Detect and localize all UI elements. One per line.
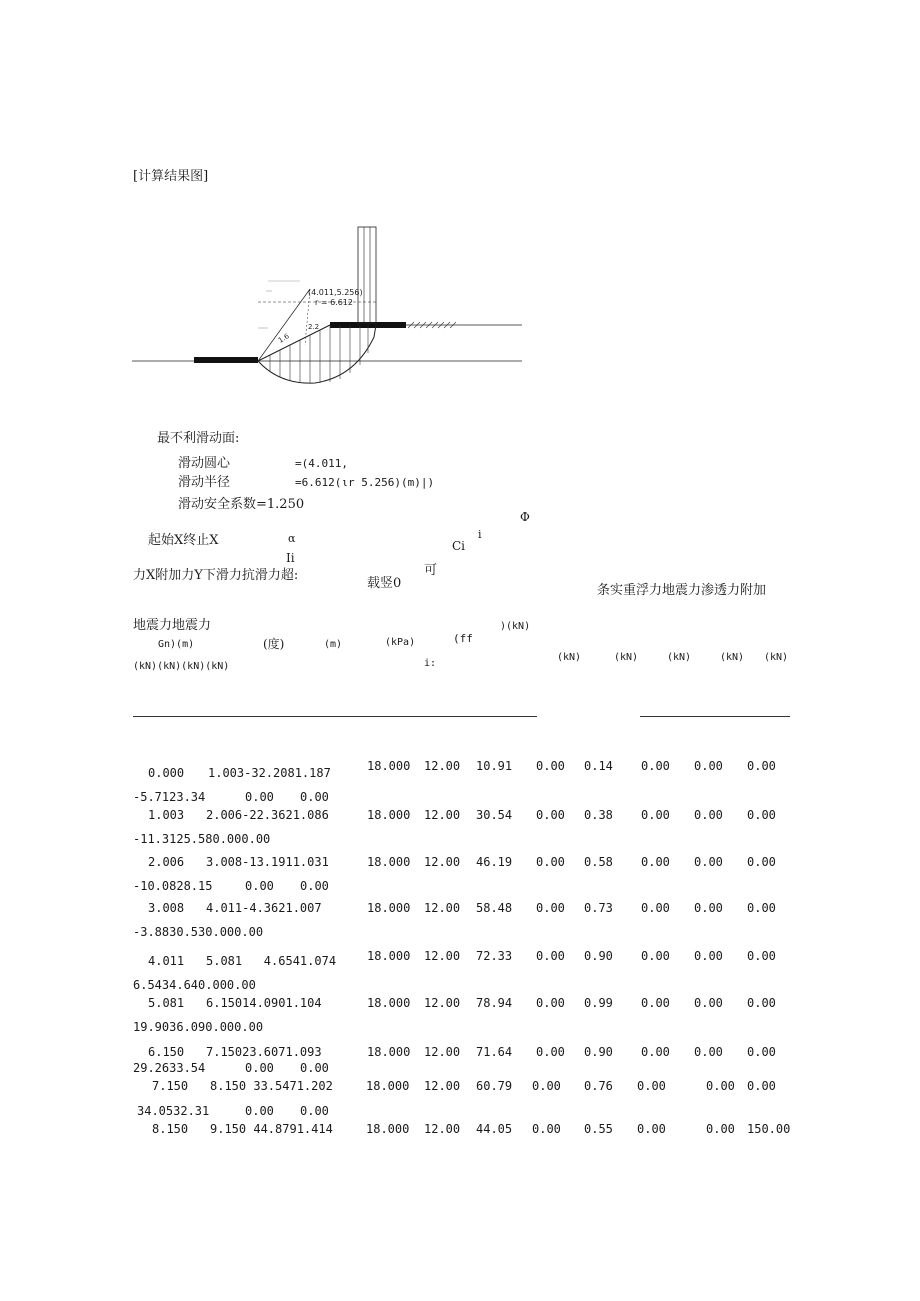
cell-value: 78.94 [476,996,513,1010]
radius-label: 滑动半径 [178,475,231,490]
cell-sliding-forces: -11.3125.580.000.00 [133,832,271,846]
cell-value: 0.73 [584,901,613,915]
cell-end-x-alpha-li: 7.15023.6071.093 [206,1045,322,1059]
cell-value: 0.90 [584,949,613,963]
header-kn-group: (kN)(kN)(kN)(kN) [133,661,230,672]
cell-start-x: 6.150 [148,1045,185,1059]
cell-value: 12.00 [424,808,461,822]
cell-start-x: 0.000 [148,766,185,780]
header-kn-col: (kN) [720,652,745,663]
header-kn-unit: )(kN) [500,621,531,632]
cell-value: 72.33 [476,949,513,963]
radius-value: =6.612(ιr 5.256)(m)|) [295,476,435,489]
cell-value: 12.00 [424,1045,461,1059]
header-alpha: α [288,532,296,545]
cell-value: 0.58 [584,855,613,869]
table-rule-left [133,716,537,717]
cell-start-x: 2.006 [148,855,185,869]
cell-start-x: 3.008 [148,901,185,915]
cell-seismic-x: 0.00 [245,879,274,893]
cell-value: 0.99 [584,996,613,1010]
figure-small-label: 2.2 [308,323,320,331]
cell-sliding-forces: 6.5434.640.000.00 [133,978,256,992]
cell-value: 18.000 [366,1079,410,1093]
cell-value: 18.000 [366,1122,410,1136]
cell-sliding-forces: 19.9036.090.000.00 [133,1020,264,1034]
slope-stability-figure [130,225,522,397]
cell-start-x: 4.011 [148,954,185,968]
cell-value: 12.00 [424,1122,461,1136]
header-seismic: 地震力地震力 [133,618,212,633]
cell-end-x-alpha-li: 5.081 4.6541.074 [206,954,337,968]
table-rule-right [640,716,790,717]
cell-value: 0.00 [694,949,723,963]
page-heading: [计算结果图] [133,169,209,184]
cell-value: 0.00 [706,1079,735,1093]
cell-value: 0.00 [747,759,776,773]
slip-arc [258,325,376,383]
cell-value: 150.00 [747,1122,791,1136]
cell-value: 0.00 [641,996,670,1010]
cell-value: 12.00 [424,855,461,869]
header-forces: 力X附加力Y下滑力抗滑力超: [133,568,299,583]
cell-sliding-forces: -10.0828.15 [133,879,213,893]
cell-start-x: 7.150 [152,1079,189,1093]
radius-label: r = 6.612 [315,298,353,307]
cell-value: 18.000 [367,996,411,1010]
vertical-wall [358,227,376,323]
safety-factor: 滑动安全系数=1.250 [178,497,305,512]
slope-line [258,325,330,361]
header-kn-col: (kN) [614,652,639,663]
header-li: Ii [286,551,295,565]
cell-value: 58.48 [476,901,513,915]
header-kn-col: (kN) [667,652,692,663]
cell-value: 0.00 [747,996,776,1010]
cell-value: 0.00 [694,1045,723,1059]
header-ff: (ff [453,632,473,645]
cell-start-x: 8.150 [152,1122,189,1136]
cell-value: 0.00 [641,808,670,822]
center-label: (4.011,5.256) [308,288,363,297]
cell-value: 0.00 [747,1079,776,1093]
cell-value: 0.55 [584,1122,613,1136]
cell-end-x-alpha-li: 4.011-4.3621.007 [206,901,322,915]
cell-value: 0.00 [747,1045,776,1059]
lower-footing [194,357,258,363]
header-start-end-x: 起始X终止X [148,533,219,548]
cell-value: 12.00 [424,996,461,1010]
cell-end-x-alpha-li: 1.003-32.2081.187 [208,766,331,780]
cell-value: 0.00 [641,949,670,963]
header-degree: (度) [263,637,285,651]
cell-value: 18.000 [367,901,411,915]
cell-value: 0.00 [747,808,776,822]
cell-value: 0.90 [584,1045,613,1059]
cell-value: 0.38 [584,808,613,822]
cell-value: 18.000 [367,808,411,822]
cell-value: 18.000 [367,759,411,773]
header-phi: Φ [520,510,530,524]
header-kn-col: (kN) [764,652,789,663]
cell-value: 60.79 [476,1079,513,1093]
cell-end-x-alpha-li: 3.008-13.1911.031 [206,855,329,869]
cell-value: 46.19 [476,855,513,869]
cell-value: 0.00 [641,901,670,915]
header-i-colon: i: [424,658,437,669]
cell-value: 18.000 [367,949,411,963]
cell-value: 0.00 [536,808,565,822]
cell-end-x-alpha-li: 8.150 33.5471.202 [210,1079,333,1093]
cell-value: 10.91 [476,759,513,773]
cell-seismic-y: 0.00 [300,1061,329,1075]
cell-end-x-alpha-li: 2.006-22.3621.086 [206,808,329,822]
cell-value: 0.00 [747,901,776,915]
cell-value: 0.00 [694,996,723,1010]
summary-title: 最不利滑动面: [157,431,240,446]
cell-value: 0.00 [536,855,565,869]
cell-end-x-alpha-li: 9.150 44.8791.414 [210,1122,333,1136]
cell-sliding-forces: -3.8830.530.000.00 [133,925,264,939]
cell-value: 0.76 [584,1079,613,1093]
cell-value: 12.00 [424,949,461,963]
cell-seismic-y: 0.00 [300,879,329,893]
cell-value: 30.54 [476,808,513,822]
cell-value: 71.64 [476,1045,513,1059]
cell-seismic-y: 0.00 [300,790,329,804]
cell-end-x-alpha-li: 6.15014.0901.104 [206,996,322,1010]
cell-seismic-x: 0.00 [245,1104,274,1118]
center-label: 滑动圆心 [178,456,231,471]
cell-value: 0.00 [747,949,776,963]
cell-value: 18.000 [367,855,411,869]
cell-value: 0.00 [532,1079,561,1093]
cell-sliding-forces: 34.0532.31 [137,1104,210,1118]
cell-seismic-x: 0.00 [245,790,274,804]
cell-value: 0.00 [532,1122,561,1136]
cell-value: 0.00 [536,996,565,1010]
cell-value: 0.00 [706,1122,735,1136]
cell-value: 0.00 [641,759,670,773]
cell-start-x: 5.081 [148,996,185,1010]
header-kpa: (kPa) [385,637,416,648]
header-m: (m) [324,639,343,650]
header-kn-col: (kN) [557,652,582,663]
cell-value: 18.000 [367,1045,411,1059]
cell-seismic-x: 0.00 [245,1061,274,1075]
cell-value: 0.00 [536,949,565,963]
cell-value: 0.00 [694,901,723,915]
cell-value: 44.05 [476,1122,513,1136]
cell-value: 0.00 [694,855,723,869]
cell-value: 0.00 [747,855,776,869]
cell-value: 0.00 [637,1079,666,1093]
cell-value: 0.00 [641,855,670,869]
radius-line [258,289,310,361]
header-ke: 可 [424,563,438,578]
cell-value: 12.00 [424,1079,461,1093]
cell-value: 0.00 [641,1045,670,1059]
cell-value: 0.00 [536,1045,565,1059]
cell-value: 0.00 [536,759,565,773]
figure-small-label: 1.6 [277,332,291,345]
header-ci: Ci [452,539,466,553]
header-strip-forces: 条实重浮力地震力渗透力附加 [597,583,767,598]
cell-sliding-forces: -5.7123.34 [133,790,206,804]
header-load: 载竖0 [367,576,402,591]
cell-value: 0.00 [694,808,723,822]
cell-seismic-y: 0.00 [300,1104,329,1118]
header-i: i [478,528,482,541]
cell-value: 0.14 [584,759,613,773]
cell-value: 0.00 [637,1122,666,1136]
cell-value: 0.00 [536,901,565,915]
center-value: =(4.011, [295,457,348,470]
cell-start-x: 1.003 [148,808,185,822]
cell-value: 0.00 [694,759,723,773]
cell-value: 12.00 [424,759,461,773]
header-gn-m: Gn)(m) [158,639,195,650]
cell-sliding-forces: 29.2633.54 [133,1061,206,1075]
cell-value: 12.00 [424,901,461,915]
